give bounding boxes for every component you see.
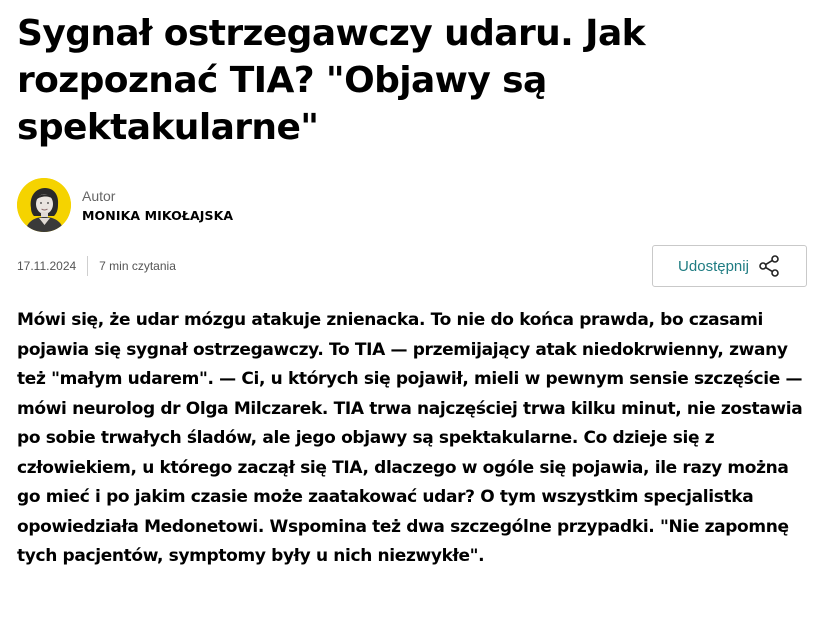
share-button-label: Udostępnij — [678, 257, 749, 275]
author-caption: Autor — [82, 187, 116, 204]
author-name-link[interactable]: MONIKA MIKOŁAJSKA — [82, 207, 234, 223]
author-text — [82, 187, 233, 224]
meta-divider — [87, 256, 88, 276]
meta-row — [17, 245, 808, 287]
share-icon — [757, 254, 781, 278]
avatar-portrait-icon — [17, 178, 71, 232]
author-block — [17, 177, 808, 233]
publish-date: 17.11.2024 — [17, 259, 77, 273]
author-avatar[interactable] — [17, 178, 71, 232]
share-button[interactable] — [652, 245, 807, 287]
reading-time: 7 min czytania — [99, 259, 176, 273]
article-title: Sygnał ostrzegawczy udaru. Jak rozpoznać TIA? "Objawy są spektakularne" — [17, 13, 645, 148]
article-meta — [17, 256, 176, 276]
article-lead: Mówi się, że udar mózgu atakuje znienacka. To nie do końca prawda, bo czasami pojawia się sygnał ostrzegawczy. To TIA — przemijający atak niedokrwienny, zwany też "małym udarem". — Ci, u których się pojawił, mieli w pewnym sensie szczęście — mówi neurolog dr Olga Milczarek. TIA trwa najczęściej trwa kilku minut, nie zostawia po sobie trwałych śladów, ale jego objawy są spektakularne. Co dzieje się z człowiekiem, u którego zaczął się TIA, dlaczego w ogóle się pojawia, ile razy można go mieć i po jakim czasie może zaatakować udar? O tym wszystkim specjalistka opowiedziała Medonetowi. Wspomina też dwa szczególne przypadki. "Nie zapomnę tych pacjentów, symptomy były u nich niezwykłe". — [17, 310, 803, 566]
